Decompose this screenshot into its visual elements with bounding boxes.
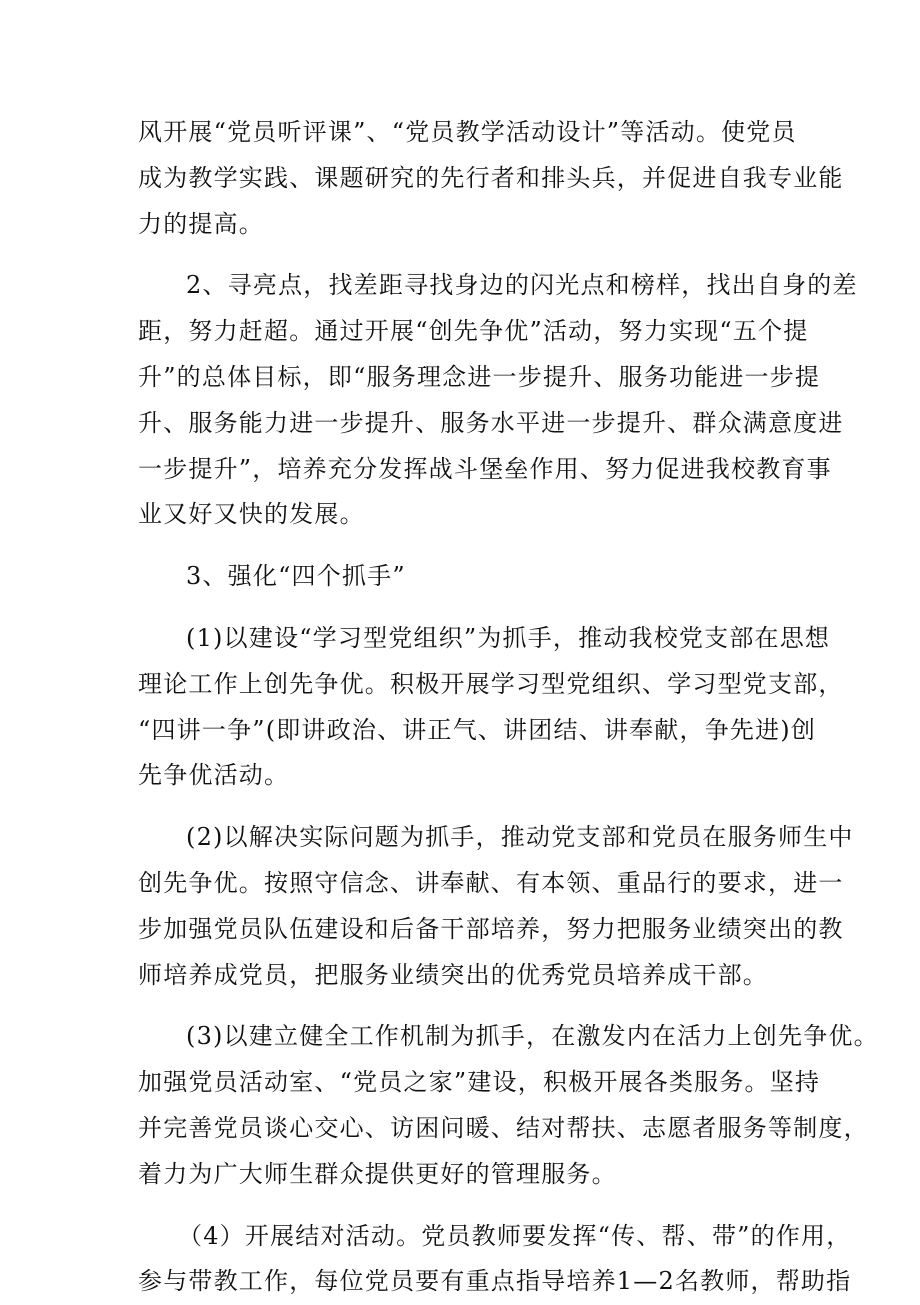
text-line: 先争优活动。: [138, 761, 290, 790]
paragraph-subitem-1: [138, 616, 844, 799]
paragraph-item-2: [138, 263, 858, 538]
text-line: (3)以建立健全工作机制为抓手，在激发内在活力上创先争优。: [186, 1022, 879, 1051]
text-line: 理论工作上创先争优。积极开展学习型党组织、学习型党支部，: [138, 669, 844, 698]
text-line: 业又好又快的发展。: [138, 500, 365, 529]
text-line: 2、寻亮点，找差距寻找身边的闪光点和榜样，找出自身的差: [186, 271, 858, 300]
paragraph-subitem-2: [138, 815, 854, 998]
document-body: [138, 110, 879, 1305]
text-line: 步加强党员队伍建设和后备干部培养，努力把服务业绩突出的教: [138, 914, 844, 943]
text-line: 风开展“党员听评课”、“党员教学活动设计”等活动。使党员: [138, 118, 797, 146]
text-line: 参与带教工作，每位党员要有重点指导培养1—2名教师，帮助指: [138, 1267, 852, 1296]
section-heading: 3、强化“四个抓手”: [186, 562, 406, 591]
text-line: 创先争优。按照守信念、讲奉献、有本领、重品行的要求，进一: [138, 868, 844, 897]
text-line: 师培养成党员，把服务业绩突出的优秀党员培养成干部。: [138, 960, 768, 989]
text-line: 并完善党员谈心交心、访困问暖、结对帮扶、志愿者服务等制度，: [138, 1113, 869, 1142]
paragraph-subitem-3: [138, 1014, 879, 1197]
text-line: 升、服务能力进一步提升、服务水平进一步提升、群众满意度进: [138, 408, 844, 437]
text-line: (1)以建设“学习型党组织”为抓手，推动我校党支部在思想: [186, 623, 831, 652]
text-line: (2)以解决实际问题为抓手，推动党支部和党员在服务师生中: [186, 823, 854, 852]
paragraph-item-3-heading: [138, 554, 798, 600]
text-line: 成为教学实践、课题研究的先行者和排头兵，并促进自我专业能: [138, 163, 844, 192]
text-line: 升”的总体目标，即“服务理念进一步提升、服务功能进一步提: [138, 362, 821, 391]
paragraph-subitem-4: [138, 1214, 852, 1305]
text-line: 距，努力赶超。通过开展“创先争优”活动，努力实现“五个提: [138, 317, 809, 346]
text-line: 加强党员活动室、“党员之家”建设，积极开展各类服务。坚持: [138, 1068, 821, 1097]
text-line: 力的提高。: [138, 209, 264, 238]
text-line: 着力为广大师生群众提供更好的管理服务。: [138, 1159, 617, 1188]
text-line: “四讲一争”(即讲政治、讲正气、讲团结、讲奉献，争先进)创: [138, 715, 817, 744]
paragraph-intro-continuation: [138, 110, 844, 247]
text-line: 一步提升”，培养充分发挥战斗堡垒作用、努力促进我校教育事: [138, 454, 832, 483]
text-line: （4）开展结对活动。党员教师要发挥“传、帮、带”的作用，: [178, 1221, 852, 1250]
